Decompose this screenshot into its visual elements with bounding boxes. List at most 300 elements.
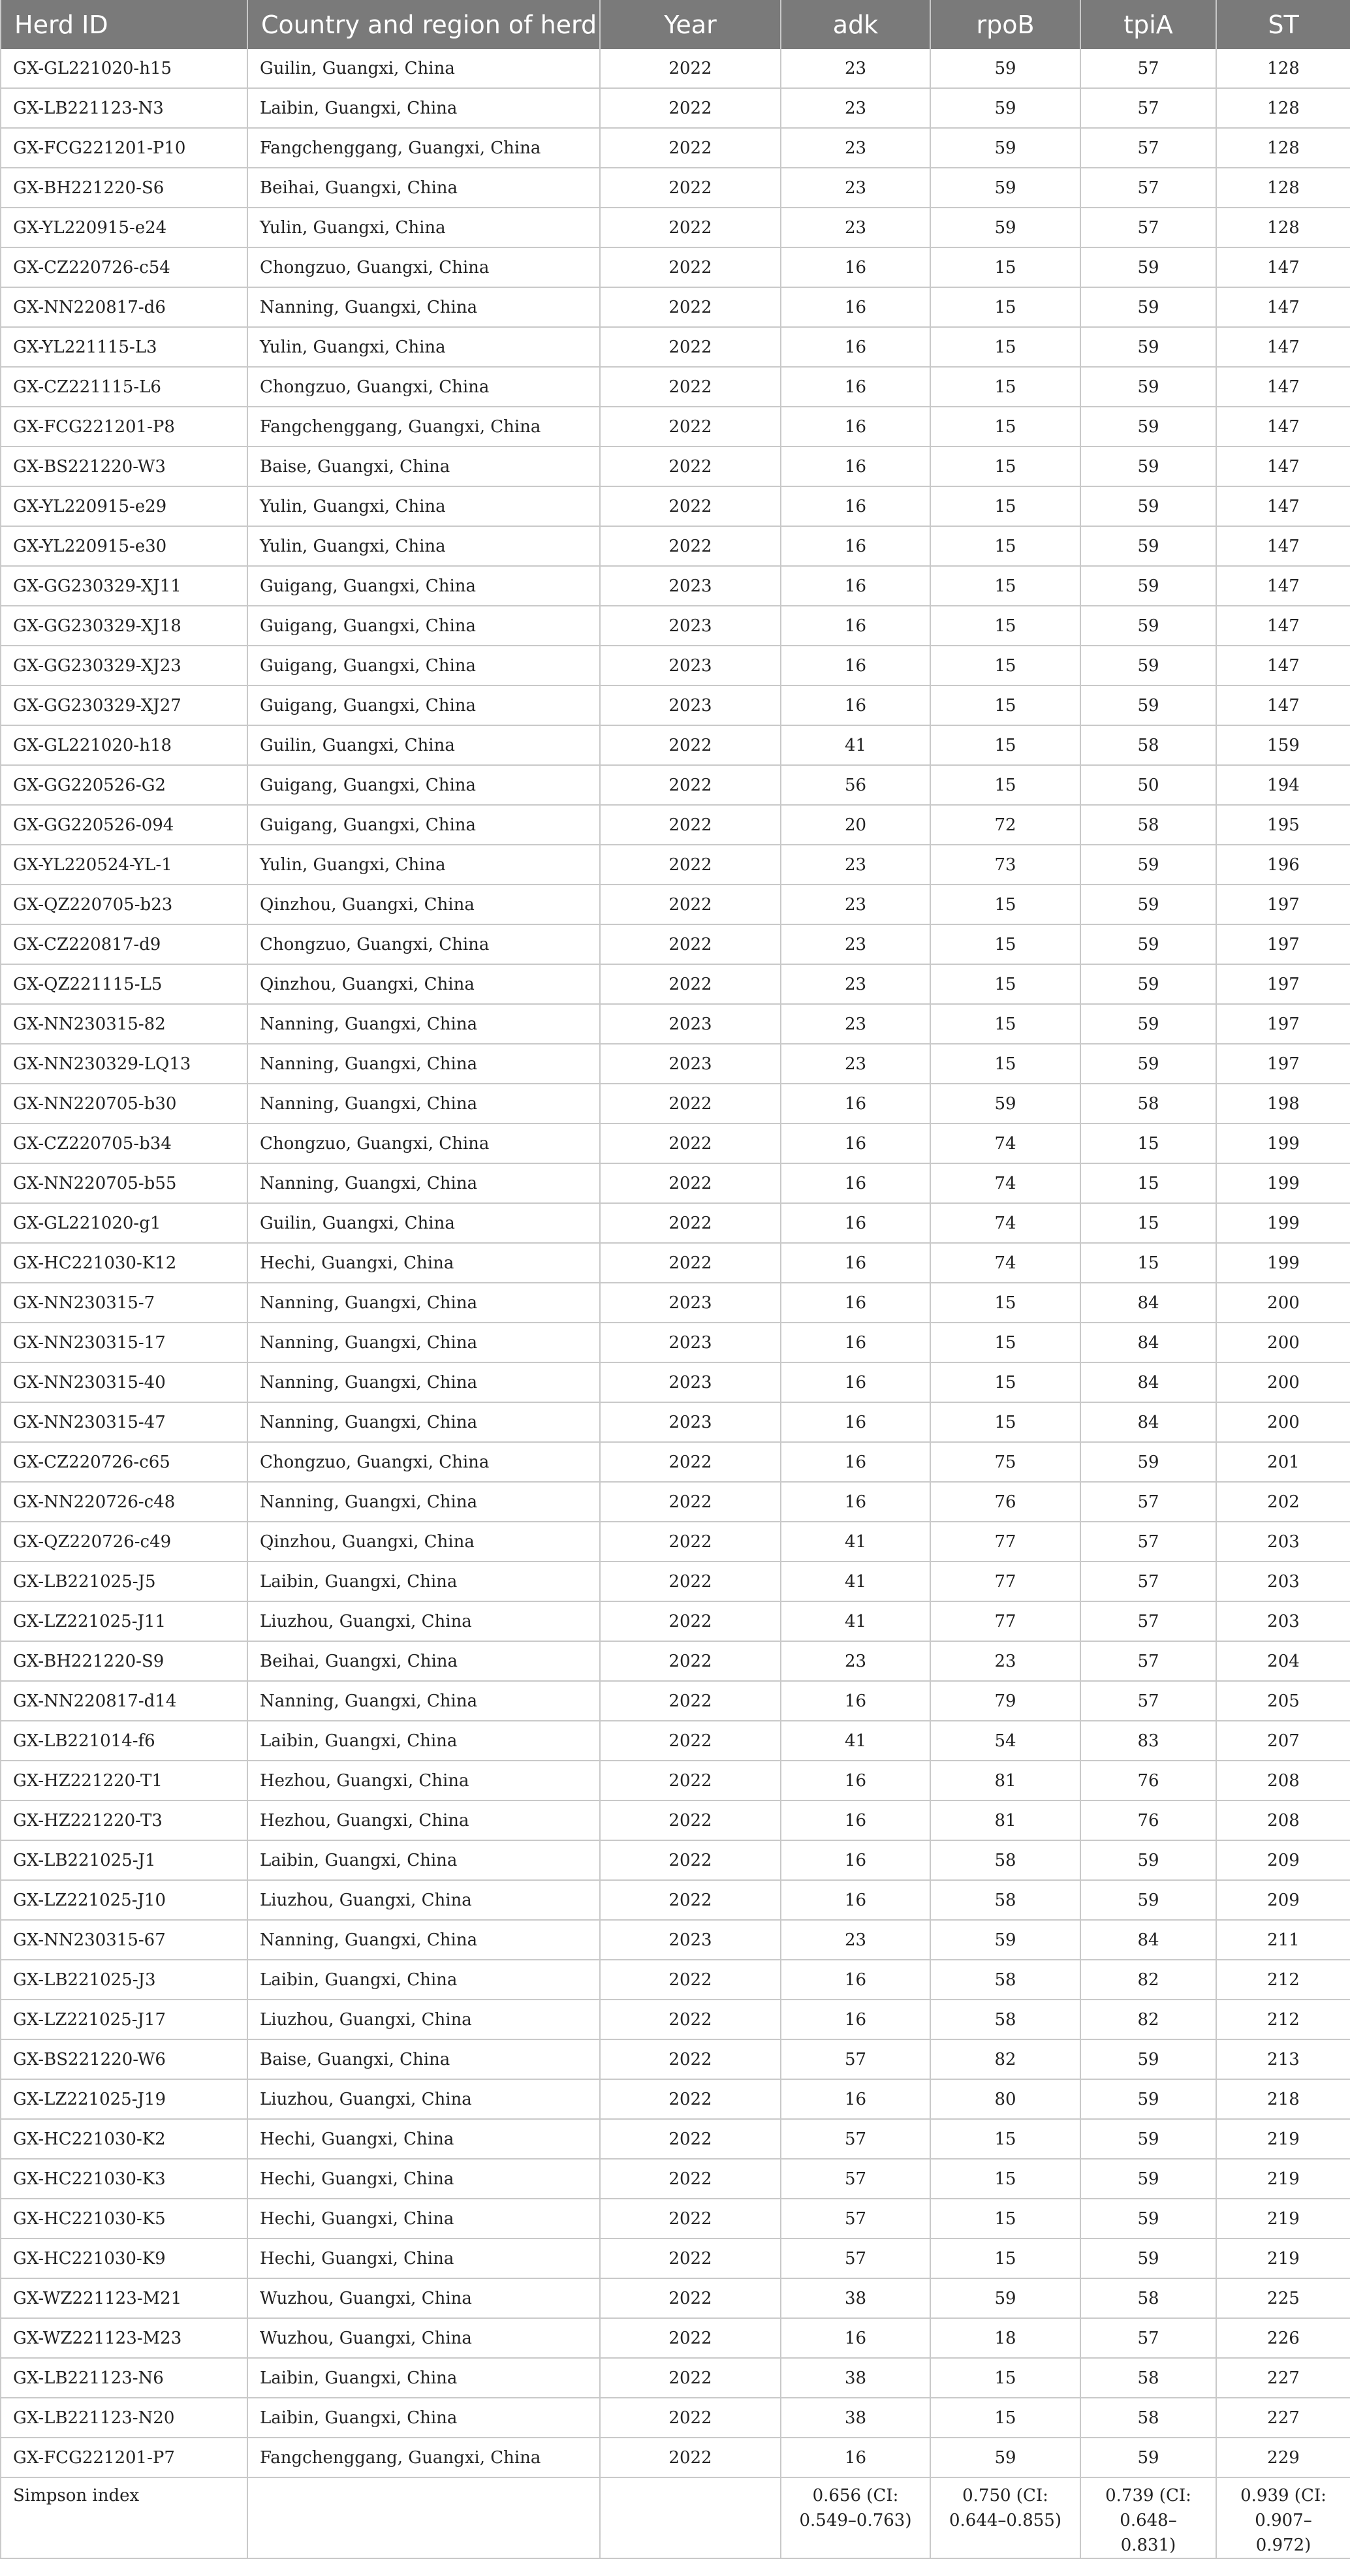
rpob-cell: 79 xyxy=(930,1681,1080,1721)
herd-id-cell: GX-GG230329-XJ27 xyxy=(1,685,247,725)
header-herd-id: Herd ID xyxy=(1,0,247,49)
region-cell: Chongzuo, Guangxi, China xyxy=(247,1123,600,1163)
tpia-cell: 59 xyxy=(1080,1044,1216,1084)
st-cell: 147 xyxy=(1216,646,1350,685)
year-cell: 2022 xyxy=(600,2438,781,2477)
year-cell: 2022 xyxy=(600,885,781,924)
st-cell: 128 xyxy=(1216,88,1350,128)
tpia-cell: 57 xyxy=(1080,1482,1216,1522)
st-cell: 203 xyxy=(1216,1562,1350,1601)
tpia-cell: 84 xyxy=(1080,1323,1216,1362)
year-cell: 2023 xyxy=(600,566,781,606)
herd-id-cell: GX-CZ221115-L6 xyxy=(1,367,247,407)
st-cell: 197 xyxy=(1216,964,1350,1004)
adk-cell: 41 xyxy=(781,1562,930,1601)
adk-cell: 20 xyxy=(781,805,930,845)
tpia-cell: 58 xyxy=(1080,725,1216,765)
st-cell: 147 xyxy=(1216,447,1350,486)
st-cell: 128 xyxy=(1216,128,1350,168)
rpob-cell: 15 xyxy=(930,2238,1080,2278)
st-cell: 200 xyxy=(1216,1323,1350,1362)
rpob-cell: 54 xyxy=(930,1721,1080,1761)
tpia-cell: 59 xyxy=(1080,2199,1216,2238)
rpob-cell: 15 xyxy=(930,725,1080,765)
rpob-cell: 59 xyxy=(930,2438,1080,2477)
region-cell: Nanning, Guangxi, China xyxy=(247,1163,600,1203)
st-cell: 200 xyxy=(1216,1362,1350,1402)
year-cell: 2022 xyxy=(600,1562,781,1601)
table-row xyxy=(1,2159,1350,2199)
rpob-cell: 15 xyxy=(930,327,1080,367)
herd-id-cell: GX-YL220915-e24 xyxy=(1,208,247,247)
region-cell: Guilin, Guangxi, China xyxy=(247,49,600,88)
herd-id-cell: GX-HC221030-K9 xyxy=(1,2238,247,2278)
herd-id-cell: GX-CZ220817-d9 xyxy=(1,924,247,964)
table-row xyxy=(1,1761,1350,1800)
table-row xyxy=(1,2119,1350,2159)
region-cell: Chongzuo, Guangxi, China xyxy=(247,247,600,287)
table-row xyxy=(1,526,1350,566)
region-cell: Fangchenggang, Guangxi, China xyxy=(247,407,600,447)
rpob-cell: 59 xyxy=(930,2278,1080,2318)
tpia-cell: 57 xyxy=(1080,1601,1216,1641)
st-cell: 147 xyxy=(1216,606,1350,646)
adk-cell: 16 xyxy=(781,526,930,566)
rpob-cell: 59 xyxy=(930,1084,1080,1123)
table-row xyxy=(1,1641,1350,1681)
rpob-cell: 15 xyxy=(930,1044,1080,1084)
table-row xyxy=(1,88,1350,128)
region-cell: Nanning, Guangxi, China xyxy=(247,1044,600,1084)
adk-cell: 16 xyxy=(781,1880,930,1920)
rpob-cell: 15 xyxy=(930,1402,1080,1442)
st-cell: 147 xyxy=(1216,287,1350,327)
year-cell: 2022 xyxy=(600,1800,781,1840)
rpob-cell: 15 xyxy=(930,1323,1080,1362)
region-cell: Chongzuo, Guangxi, China xyxy=(247,924,600,964)
st-cell: 195 xyxy=(1216,805,1350,845)
year-cell: 2022 xyxy=(600,2238,781,2278)
herd-id-cell: GX-LZ221025-J11 xyxy=(1,1601,247,1641)
year-cell: 2023 xyxy=(600,606,781,646)
region-cell: Guigang, Guangxi, China xyxy=(247,685,600,725)
rpob-cell: 15 xyxy=(930,2358,1080,2398)
herd-id-cell: GX-LB221123-N3 xyxy=(1,88,247,128)
rpob-cell: 59 xyxy=(930,49,1080,88)
st-cell: 196 xyxy=(1216,845,1350,885)
rpob-cell: 74 xyxy=(930,1163,1080,1203)
year-cell: 2022 xyxy=(600,924,781,964)
herd-id-cell: GX-GG230329-XJ18 xyxy=(1,606,247,646)
region-cell: Liuzhou, Guangxi, China xyxy=(247,2000,600,2039)
tpia-cell: 76 xyxy=(1080,1800,1216,1840)
adk-cell: 16 xyxy=(781,327,930,367)
herd-id-cell: GX-GG220526-G2 xyxy=(1,765,247,805)
herd-id-cell: GX-NN230315-40 xyxy=(1,1362,247,1402)
herd-id-cell: GX-CZ220726-c54 xyxy=(1,247,247,287)
st-cell: 147 xyxy=(1216,526,1350,566)
region-cell: Qinzhou, Guangxi, China xyxy=(247,1522,600,1562)
herd-id-cell: GX-WZ221123-M21 xyxy=(1,2278,247,2318)
table-row xyxy=(1,327,1350,367)
adk-cell: 16 xyxy=(781,1681,930,1721)
table-row xyxy=(1,725,1350,765)
st-cell: 197 xyxy=(1216,1044,1350,1084)
table-header xyxy=(1,0,1350,49)
st-cell: 197 xyxy=(1216,885,1350,924)
year-cell: 2022 xyxy=(600,2398,781,2438)
herd-id-cell: GX-FCG221201-P8 xyxy=(1,407,247,447)
region-cell: Yulin, Guangxi, China xyxy=(247,486,600,526)
herd-id-cell: GX-BS221220-W6 xyxy=(1,2039,247,2079)
tpia-cell: 59 xyxy=(1080,2159,1216,2199)
tpia-cell: 59 xyxy=(1080,2238,1216,2278)
tpia-cell: 59 xyxy=(1080,486,1216,526)
adk-cell: 16 xyxy=(781,2318,930,2358)
region-cell: Nanning, Guangxi, China xyxy=(247,287,600,327)
tpia-cell: 59 xyxy=(1080,964,1216,1004)
year-cell: 2022 xyxy=(600,2000,781,2039)
table-row xyxy=(1,1123,1350,1163)
tpia-cell: 57 xyxy=(1080,49,1216,88)
region-cell: Guigang, Guangxi, China xyxy=(247,606,600,646)
tpia-cell: 59 xyxy=(1080,526,1216,566)
herd-id-cell: GX-QZ220705-b23 xyxy=(1,885,247,924)
rpob-cell: 58 xyxy=(930,1960,1080,2000)
herd-id-cell: GX-CZ220726-c65 xyxy=(1,1442,247,1482)
herd-id-cell: GX-NN230315-7 xyxy=(1,1283,247,1323)
tpia-cell: 57 xyxy=(1080,1641,1216,1681)
header-adk: adk xyxy=(781,0,930,49)
adk-cell: 57 xyxy=(781,2199,930,2238)
year-cell: 2022 xyxy=(600,1243,781,1283)
rpob-cell: 59 xyxy=(930,1920,1080,1960)
adk-cell: 16 xyxy=(781,1123,930,1163)
header-country-region: Country and region of herd xyxy=(247,0,600,49)
herd-id-cell: GX-NN230315-47 xyxy=(1,1402,247,1442)
region-cell: Yulin, Guangxi, China xyxy=(247,208,600,247)
region-cell: Guigang, Guangxi, China xyxy=(247,765,600,805)
st-cell: 147 xyxy=(1216,566,1350,606)
st-cell: 147 xyxy=(1216,685,1350,725)
simpson-adk: 0.656 (CI: 0.549–0.763) xyxy=(781,2477,930,2558)
herd-id-cell: GX-BH221220-S9 xyxy=(1,1641,247,1681)
region-cell: Guigang, Guangxi, China xyxy=(247,566,600,606)
rpob-cell: 15 xyxy=(930,367,1080,407)
rpob-cell: 76 xyxy=(930,1482,1080,1522)
tpia-cell: 58 xyxy=(1080,1084,1216,1123)
herd-id-cell: GX-LB221025-J5 xyxy=(1,1562,247,1601)
year-cell: 2022 xyxy=(600,49,781,88)
region-cell: Nanning, Guangxi, China xyxy=(247,1362,600,1402)
rpob-cell: 15 xyxy=(930,765,1080,805)
tpia-cell: 57 xyxy=(1080,2318,1216,2358)
year-cell: 2022 xyxy=(600,447,781,486)
st-cell: 199 xyxy=(1216,1243,1350,1283)
adk-cell: 57 xyxy=(781,2159,930,2199)
region-cell: Guigang, Guangxi, China xyxy=(247,805,600,845)
st-cell: 128 xyxy=(1216,208,1350,247)
region-cell: Liuzhou, Guangxi, China xyxy=(247,2079,600,2119)
herd-id-cell: GX-YL220915-e29 xyxy=(1,486,247,526)
tpia-cell: 50 xyxy=(1080,765,1216,805)
year-cell: 2023 xyxy=(600,1004,781,1044)
adk-cell: 23 xyxy=(781,128,930,168)
adk-cell: 16 xyxy=(781,1163,930,1203)
region-cell: Beihai, Guangxi, China xyxy=(247,168,600,208)
herd-id-cell: GX-QZ221115-L5 xyxy=(1,964,247,1004)
year-cell: 2022 xyxy=(600,88,781,128)
adk-cell: 23 xyxy=(781,1641,930,1681)
rpob-cell: 81 xyxy=(930,1761,1080,1800)
herd-id-cell: GX-NN230315-17 xyxy=(1,1323,247,1362)
adk-cell: 23 xyxy=(781,845,930,885)
st-cell: 147 xyxy=(1216,247,1350,287)
region-cell: Yulin, Guangxi, China xyxy=(247,526,600,566)
region-cell: Fangchenggang, Guangxi, China xyxy=(247,2438,600,2477)
adk-cell: 16 xyxy=(781,1482,930,1522)
region-cell: Hechi, Guangxi, China xyxy=(247,1243,600,1283)
table-row xyxy=(1,447,1350,486)
rpob-cell: 15 xyxy=(930,685,1080,725)
table-row xyxy=(1,1880,1350,1920)
adk-cell: 16 xyxy=(781,247,930,287)
rpob-cell: 82 xyxy=(930,2039,1080,2079)
adk-cell: 23 xyxy=(781,924,930,964)
year-cell: 2023 xyxy=(600,1402,781,1442)
herd-id-cell: GX-LZ221025-J19 xyxy=(1,2079,247,2119)
tpia-cell: 15 xyxy=(1080,1123,1216,1163)
tpia-cell: 59 xyxy=(1080,2438,1216,2477)
herd-id-cell: GX-HC221030-K5 xyxy=(1,2199,247,2238)
rpob-cell: 75 xyxy=(930,1442,1080,1482)
herd-id-cell: GX-GG230329-XJ23 xyxy=(1,646,247,685)
herd-id-cell: GX-NN230329-LQ13 xyxy=(1,1044,247,1084)
tpia-cell: 84 xyxy=(1080,1402,1216,1442)
adk-cell: 16 xyxy=(781,407,930,447)
year-cell: 2022 xyxy=(600,805,781,845)
adk-cell: 16 xyxy=(781,2438,930,2477)
tpia-cell: 59 xyxy=(1080,1004,1216,1044)
year-cell: 2022 xyxy=(600,1482,781,1522)
tpia-cell: 57 xyxy=(1080,208,1216,247)
st-cell: 226 xyxy=(1216,2318,1350,2358)
st-cell: 194 xyxy=(1216,765,1350,805)
adk-cell: 23 xyxy=(781,168,930,208)
adk-cell: 23 xyxy=(781,1920,930,1960)
table-row xyxy=(1,1840,1350,1880)
table-body xyxy=(1,49,1350,2558)
rpob-cell: 18 xyxy=(930,2318,1080,2358)
table-row xyxy=(1,1323,1350,1362)
year-cell: 2022 xyxy=(600,407,781,447)
adk-cell: 41 xyxy=(781,1601,930,1641)
region-cell: Laibin, Guangxi, China xyxy=(247,1960,600,2000)
herd-id-cell: GX-YL220915-e30 xyxy=(1,526,247,566)
year-cell: 2023 xyxy=(600,646,781,685)
herd-id-cell: GX-LZ221025-J17 xyxy=(1,2000,247,2039)
table-row xyxy=(1,208,1350,247)
year-cell: 2022 xyxy=(600,168,781,208)
table-row xyxy=(1,2358,1350,2398)
rpob-cell: 15 xyxy=(930,2159,1080,2199)
herd-id-cell: GX-HZ221220-T3 xyxy=(1,1800,247,1840)
st-cell: 198 xyxy=(1216,1084,1350,1123)
adk-cell: 16 xyxy=(781,2000,930,2039)
tpia-cell: 15 xyxy=(1080,1163,1216,1203)
rpob-cell: 15 xyxy=(930,2119,1080,2159)
year-cell: 2022 xyxy=(600,1840,781,1880)
tpia-cell: 59 xyxy=(1080,924,1216,964)
adk-cell: 57 xyxy=(781,2238,930,2278)
region-cell: Laibin, Guangxi, China xyxy=(247,88,600,128)
herd-id-cell: GX-YL221115-L3 xyxy=(1,327,247,367)
herd-id-cell: GX-NN220817-d14 xyxy=(1,1681,247,1721)
st-cell: 227 xyxy=(1216,2398,1350,2438)
year-cell: 2022 xyxy=(600,1721,781,1761)
tpia-cell: 59 xyxy=(1080,327,1216,367)
year-cell: 2022 xyxy=(600,1641,781,1681)
adk-cell: 16 xyxy=(781,1283,930,1323)
rpob-cell: 15 xyxy=(930,407,1080,447)
table-row xyxy=(1,367,1350,407)
region-cell: Fangchenggang, Guangxi, China xyxy=(247,128,600,168)
table-row xyxy=(1,2318,1350,2358)
table-row xyxy=(1,287,1350,327)
region-cell: Qinzhou, Guangxi, China xyxy=(247,885,600,924)
tpia-cell: 59 xyxy=(1080,685,1216,725)
tpia-cell: 59 xyxy=(1080,606,1216,646)
tpia-cell: 59 xyxy=(1080,845,1216,885)
rpob-cell: 80 xyxy=(930,2079,1080,2119)
table-row xyxy=(1,247,1350,287)
rpob-cell: 15 xyxy=(930,1283,1080,1323)
rpob-cell: 15 xyxy=(930,566,1080,606)
table-row xyxy=(1,1283,1350,1323)
rpob-cell: 74 xyxy=(930,1123,1080,1163)
rpob-cell: 15 xyxy=(930,247,1080,287)
tpia-cell: 59 xyxy=(1080,885,1216,924)
rpob-cell: 59 xyxy=(930,168,1080,208)
rpob-cell: 59 xyxy=(930,208,1080,247)
st-cell: 147 xyxy=(1216,407,1350,447)
rpob-cell: 58 xyxy=(930,1880,1080,1920)
table-row xyxy=(1,2398,1350,2438)
adk-cell: 16 xyxy=(781,1362,930,1402)
rpob-cell: 15 xyxy=(930,885,1080,924)
table-row xyxy=(1,1920,1350,1960)
table-row xyxy=(1,1243,1350,1283)
st-cell: 219 xyxy=(1216,2119,1350,2159)
rpob-cell: 15 xyxy=(930,486,1080,526)
table-row xyxy=(1,765,1350,805)
herd-id-cell: GX-NN220726-c48 xyxy=(1,1482,247,1522)
herd-id-cell: GX-FCG221201-P7 xyxy=(1,2438,247,2477)
region-cell: Nanning, Guangxi, China xyxy=(247,1323,600,1362)
table-row xyxy=(1,685,1350,725)
table-row xyxy=(1,2079,1350,2119)
herd-id-cell: GX-CZ220705-b34 xyxy=(1,1123,247,1163)
table-row xyxy=(1,168,1350,208)
adk-cell: 41 xyxy=(781,1721,930,1761)
st-cell: 208 xyxy=(1216,1800,1350,1840)
region-cell: Beihai, Guangxi, China xyxy=(247,1641,600,1681)
region-cell: Hechi, Guangxi, China xyxy=(247,2238,600,2278)
rpob-cell: 15 xyxy=(930,924,1080,964)
table-row xyxy=(1,885,1350,924)
adk-cell: 16 xyxy=(781,1840,930,1880)
year-cell: 2022 xyxy=(600,486,781,526)
table-row xyxy=(1,964,1350,1004)
st-cell: 219 xyxy=(1216,2238,1350,2278)
tpia-cell: 59 xyxy=(1080,407,1216,447)
region-cell: Liuzhou, Guangxi, China xyxy=(247,1880,600,1920)
st-cell: 208 xyxy=(1216,1761,1350,1800)
adk-cell: 16 xyxy=(781,1402,930,1442)
adk-cell: 41 xyxy=(781,725,930,765)
adk-cell: 16 xyxy=(781,367,930,407)
herd-id-cell: GX-HC221030-K3 xyxy=(1,2159,247,2199)
adk-cell: 38 xyxy=(781,2358,930,2398)
st-cell: 212 xyxy=(1216,2000,1350,2039)
year-cell: 2022 xyxy=(600,725,781,765)
adk-cell: 16 xyxy=(781,1323,930,1362)
adk-cell: 16 xyxy=(781,447,930,486)
adk-cell: 16 xyxy=(781,287,930,327)
table-row xyxy=(1,606,1350,646)
year-cell: 2022 xyxy=(600,247,781,287)
year-cell: 2022 xyxy=(600,287,781,327)
region-cell: Guilin, Guangxi, China xyxy=(247,1203,600,1243)
table-row xyxy=(1,1562,1350,1601)
herd-id-cell: GX-HC221030-K12 xyxy=(1,1243,247,1283)
table-row xyxy=(1,1084,1350,1123)
tpia-cell: 84 xyxy=(1080,1283,1216,1323)
herd-id-cell: GX-GL221020-h15 xyxy=(1,49,247,88)
table-row xyxy=(1,49,1350,88)
year-cell: 2022 xyxy=(600,845,781,885)
herd-id-cell: GX-HZ221220-T1 xyxy=(1,1761,247,1800)
simpson-year-cell xyxy=(600,2477,781,2558)
st-cell: 212 xyxy=(1216,1960,1350,2000)
rpob-cell: 77 xyxy=(930,1601,1080,1641)
simpson-rpob: 0.750 (CI: 0.644–0.855) xyxy=(930,2477,1080,2558)
year-cell: 2022 xyxy=(600,2199,781,2238)
adk-cell: 56 xyxy=(781,765,930,805)
year-cell: 2022 xyxy=(600,1123,781,1163)
rpob-cell: 15 xyxy=(930,606,1080,646)
rpob-cell: 72 xyxy=(930,805,1080,845)
rpob-cell: 73 xyxy=(930,845,1080,885)
region-cell: Hechi, Guangxi, China xyxy=(247,2119,600,2159)
region-cell: Laibin, Guangxi, China xyxy=(247,2398,600,2438)
tpia-cell: 83 xyxy=(1080,1721,1216,1761)
tpia-cell: 82 xyxy=(1080,1960,1216,2000)
st-cell: 205 xyxy=(1216,1681,1350,1721)
table-row xyxy=(1,2438,1350,2477)
rpob-cell: 15 xyxy=(930,2199,1080,2238)
table-row xyxy=(1,2000,1350,2039)
adk-cell: 23 xyxy=(781,208,930,247)
adk-cell: 57 xyxy=(781,2039,930,2079)
tpia-cell: 82 xyxy=(1080,2000,1216,2039)
st-cell: 197 xyxy=(1216,924,1350,964)
st-cell: 199 xyxy=(1216,1203,1350,1243)
year-cell: 2022 xyxy=(600,2318,781,2358)
year-cell: 2022 xyxy=(600,2159,781,2199)
year-cell: 2023 xyxy=(600,1920,781,1960)
table-row xyxy=(1,1402,1350,1442)
